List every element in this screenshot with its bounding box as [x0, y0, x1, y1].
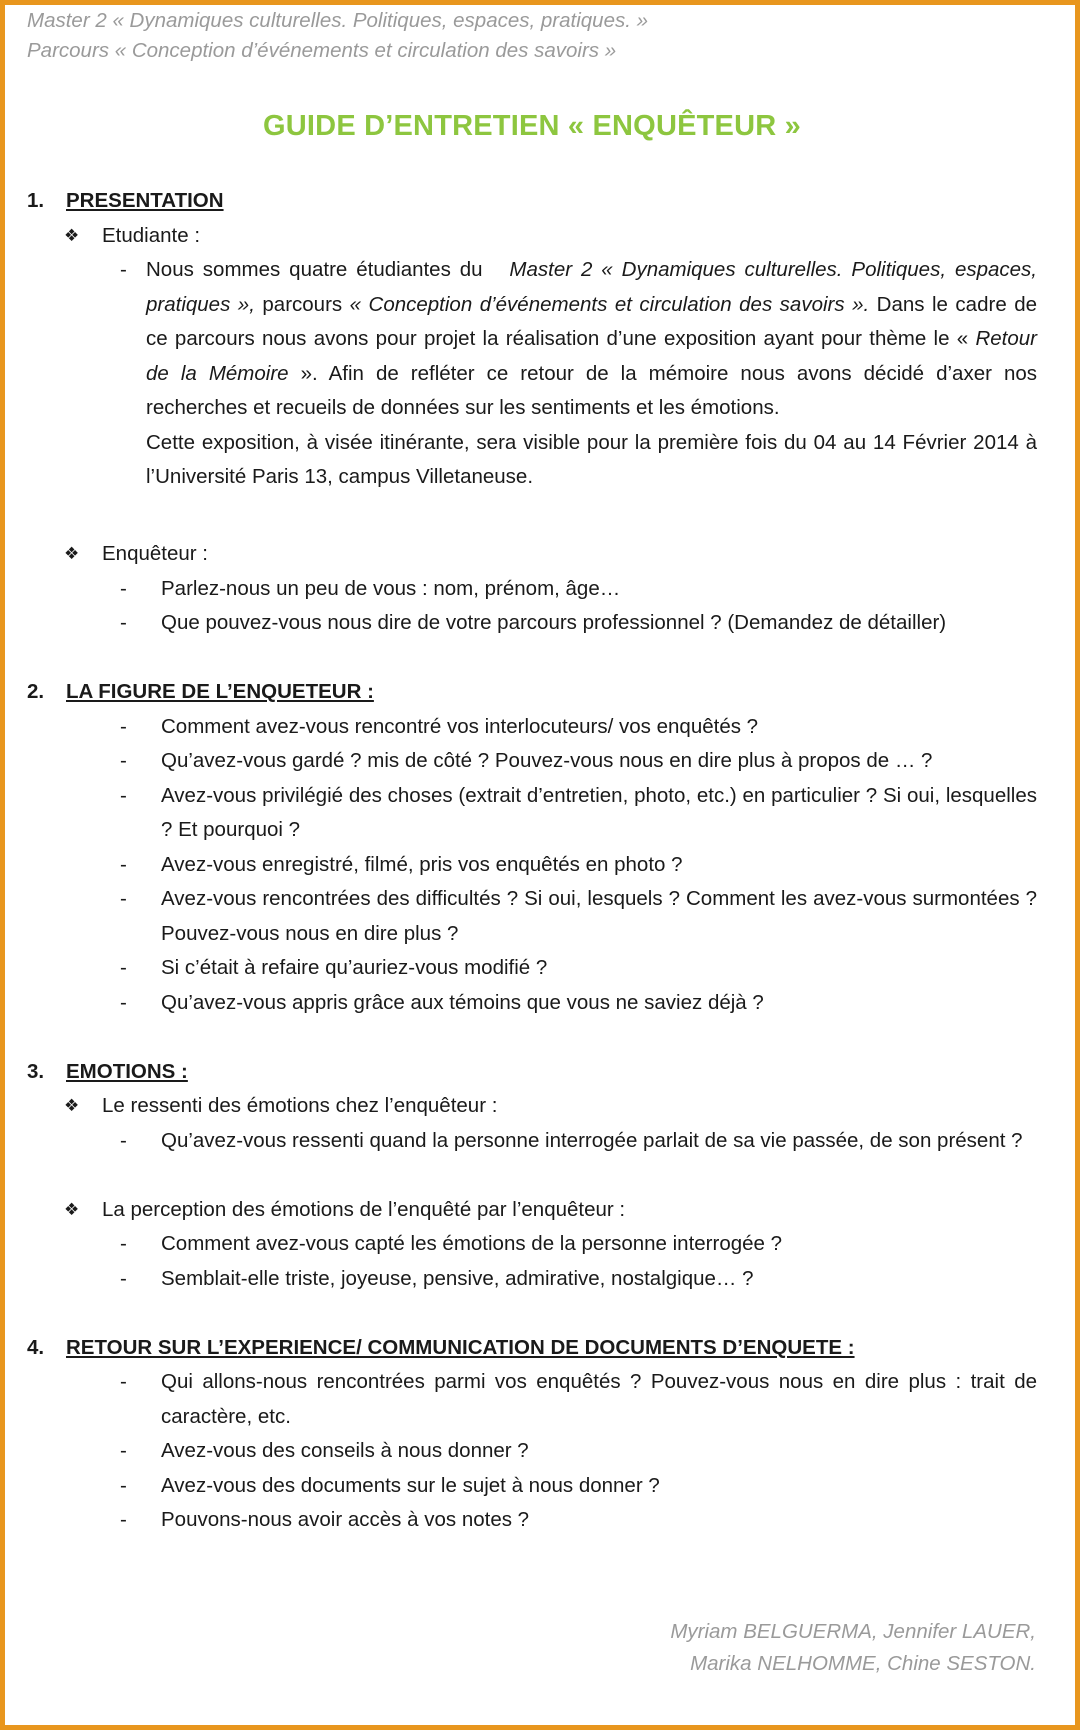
list-item [27, 1262, 1037, 1297]
subheading-label: Enquêteur : [102, 542, 208, 565]
diamond-bullet-icon: ❖ [64, 225, 80, 245]
section-number: 4. [27, 1335, 45, 1359]
dash-bullet: - [120, 749, 127, 772]
header-parcours-line: Parcours « Conception d’événements et circulation des savoirs » [27, 39, 617, 62]
section-retour-experience [27, 1331, 1037, 1538]
authors-footer [670, 1616, 1036, 1680]
subheading-ressenti [27, 1089, 1037, 1124]
intro-text-part: parcours [262, 292, 343, 316]
dash-bullet: - [120, 990, 127, 1014]
list-item [27, 779, 1037, 848]
spacer [27, 1020, 1037, 1055]
spacer [27, 1296, 1037, 1331]
intro-paragraph [27, 253, 1037, 426]
list-item-text: Que pouvez-vous nous dire de votre parcours professionnel ? (Demandez de détailler) [161, 611, 947, 634]
dash-bullet: - [120, 887, 127, 910]
list-item [27, 1503, 1037, 1538]
list-item-text: Avez-vous privilégié des choses (extrait d’entretien, photo, etc.) en particulier ? Si oui, lesquelles ? Et pourquoi ? [161, 783, 1037, 841]
subheading-perception [27, 1193, 1037, 1228]
list-item-text: Semblait-elle triste, joyeuse, pensive, admirative, nostalgique… ? [161, 1266, 754, 1290]
list-item [27, 951, 1037, 986]
authors-line: Marika NELHOMME, Chine SESTON. [690, 1652, 1036, 1675]
section-title: EMOTIONS : [66, 1059, 188, 1083]
diamond-bullet-icon: ❖ [64, 1096, 80, 1115]
list-item-text: Pouvons-nous avoir accès à vos notes ? [161, 1508, 530, 1531]
section-presentation [27, 184, 1037, 641]
list-item-text: Avez-vous des conseils à nous donner ? [161, 1439, 529, 1462]
section-number: 2. [27, 680, 45, 703]
section-title: PRESENTATION [66, 189, 224, 212]
document-page [27, 6, 1037, 1538]
intro-text-italic: Master 2 « Dynamiques culturelles. Politiques, espaces, pratiques », [146, 258, 1037, 316]
dash-bullet: - [120, 576, 127, 600]
list-item-text: Qu’avez-vous gardé ? mis de côté ? Pouvez-vous nous en dire plus à propos de … ? [161, 749, 933, 772]
diamond-bullet-icon: ❖ [64, 1199, 80, 1219]
spacer [27, 1158, 1037, 1193]
subheading-etudiante [27, 219, 1037, 254]
dash-bullet: - [120, 956, 127, 979]
list-item-text: Parlez-nous un peu de vous : nom, prénom, âge… [161, 576, 621, 600]
subheading-enqueteur [27, 537, 1037, 572]
list-item-text: Qu’avez-vous appris grâce aux témoins que vous ne saviez déjà ? [161, 990, 764, 1014]
dash-bullet: - [120, 1266, 127, 1290]
dash-bullet: - [120, 258, 127, 281]
diamond-bullet-icon: ❖ [64, 544, 80, 563]
list-item [27, 1469, 1037, 1504]
section-title: RETOUR SUR L’EXPERIENCE/ COMMUNICATION DE DOCUMENTS D’ENQUETE : [66, 1335, 855, 1359]
list-item-text: Avez-vous rencontrées des difficultés ? Si oui, lesquels ? Comment les avez-vous surmontées ? Pouvez-vous nous en dire plus ? [161, 887, 1037, 945]
intro-text-part: Nous sommes quatre étudiantes du [146, 258, 483, 281]
list-item [27, 744, 1037, 779]
dash-bullet: - [120, 1128, 127, 1152]
dash-bullet: - [120, 783, 127, 807]
section-heading [27, 1055, 1037, 1090]
list-item [27, 986, 1037, 1021]
dash-bullet: - [120, 1439, 127, 1462]
list-item-text: Comment avez-vous rencontré vos interlocuteurs/ vos enquêtés ? [161, 714, 759, 738]
dash-bullet: - [120, 1232, 127, 1255]
list-item-text: Si c’était à refaire qu’auriez-vous modifié ? [161, 956, 548, 979]
section-emotions [27, 1055, 1037, 1297]
list-item-text: Comment avez-vous capté les émotions de la personne interrogée ? [161, 1232, 783, 1255]
list-item [27, 1365, 1037, 1434]
spacer [27, 146, 1037, 184]
section-title: LA FIGURE DE L’ENQUETEUR : [66, 680, 374, 703]
authors-line: Myriam BELGUERMA, Jennifer LAUER, [670, 1620, 1036, 1643]
subheading-label: La perception des émotions de l’enquêté par l’enquêteur : [102, 1197, 626, 1221]
section-heading [27, 184, 1037, 219]
dash-bullet: - [120, 852, 127, 876]
list-item-text: Avez-vous des documents sur le sujet à nous donner ? [161, 1473, 660, 1497]
spacer [27, 641, 1037, 676]
intro-text-part: ». Afin de refléter ce retour de la mémoire nous avons décidé d’axer nos recherches et recueils de données sur les sentiments et les émotions. [146, 361, 1037, 419]
list-item [27, 606, 1037, 641]
section-heading [27, 1331, 1037, 1366]
list-item-text: Qui allons-nous rencontrées parmi vos enquêtés ? Pouvez-vous nous en dire plus : trait de caractère, etc. [161, 1370, 1037, 1428]
section-number: 3. [27, 1059, 45, 1083]
dash-bullet: - [120, 611, 127, 634]
document-title: GUIDE D’ENTRETIEN « ENQUÊTEUR » [263, 110, 801, 142]
dash-bullet: - [120, 714, 127, 738]
list-item-text: Qu’avez-vous ressenti quand la personne interrogée parlait de sa vie passée, de son présent ? [161, 1128, 1023, 1152]
list-item [27, 848, 1037, 883]
intro-text-italic: « Conception d’événements et circulation des savoirs ». [349, 292, 870, 316]
subheading-label: Etudiante : [102, 223, 201, 247]
section-heading [27, 675, 1037, 710]
dash-bullet: - [120, 1370, 127, 1393]
list-item [27, 882, 1037, 951]
list-item [27, 572, 1037, 607]
list-item [27, 1434, 1037, 1469]
intro-text-part: Dans le cadre de ce parcours nous avons pour projet la réalisation d’une exposition ayant pour thème le « [146, 292, 1037, 350]
header-master-line: Master 2 « Dynamiques culturelles. Politiques, espaces, pratiques. » [27, 9, 649, 32]
dash-bullet: - [120, 1508, 127, 1531]
section-number: 1. [27, 189, 45, 212]
list-item [27, 1227, 1037, 1262]
list-item-text: Avez-vous enregistré, filmé, pris vos enquêtés en photo ? [161, 852, 683, 876]
intro-text [146, 253, 1037, 426]
exposition-paragraph: Cette exposition, à visée itinérante, sera visible pour la première fois du 04 au 14 Février 2014 à l’Université Paris 13, campus Villetaneuse. [146, 430, 1037, 488]
section-figure-enqueteur [27, 675, 1037, 1020]
spacer [27, 495, 1037, 530]
intro-text-italic: Retour de la Mémoire [146, 327, 1037, 385]
subheading-label: Le ressenti des émotions chez l’enquêteur : [102, 1094, 498, 1117]
dash-bullet: - [120, 1473, 127, 1497]
list-item [27, 710, 1037, 745]
list-item [27, 1124, 1037, 1159]
